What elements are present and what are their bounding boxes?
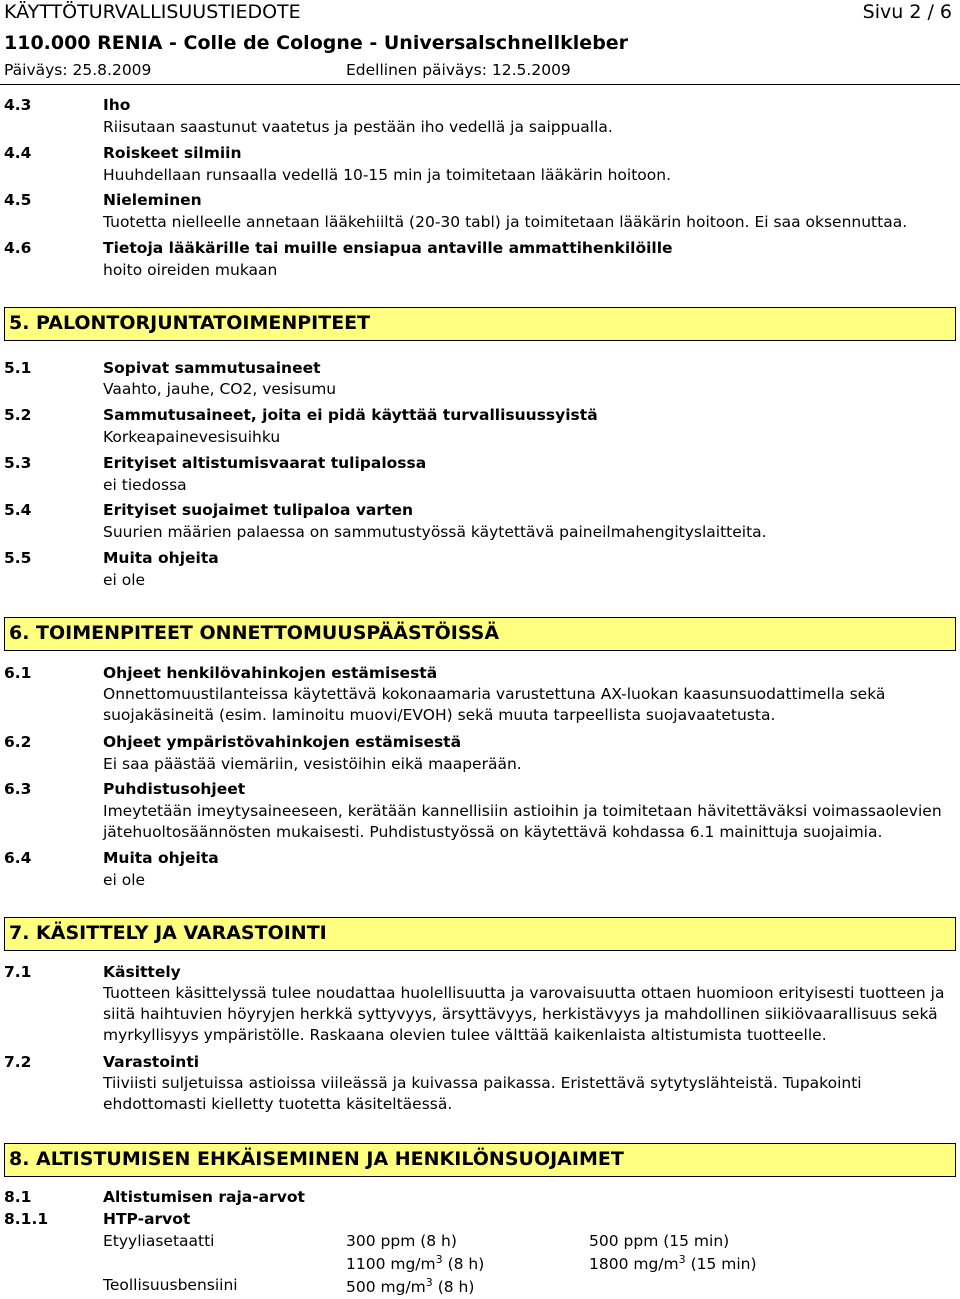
issue-date: Päiväys: 25.8.2009	[4, 61, 152, 79]
limit-value: 1800 $mg/m^3$ (15 min)	[589, 1253, 757, 1274]
substance-name: Teollisuusbensiini	[103, 1276, 238, 1294]
item-number-5-3: 5.3	[4, 454, 32, 472]
item-text-4-4: Huuhdellaan runsaalla vedellä 10-15 min ja toimitetaan lääkärin hoitoon.	[103, 166, 672, 184]
item-title-5-1: Sopivat sammutusaineet	[103, 359, 321, 377]
document-title: KÄYTTÖTURVALLISUUSTIEDOTE	[4, 1, 301, 23]
substance-name: Etyyliasetaatti	[103, 1232, 215, 1250]
item-number-8-1-1: 8.1.1	[4, 1210, 49, 1228]
item-title-8-1: Altistumisen raja-arvot	[103, 1188, 305, 1206]
item-number-4-4: 4.4	[4, 144, 32, 162]
item-text-7-2: Tiiviisti suljetuissa astioissa viileässä ja kuivassa paikassa. Eristettävä sytytyslähteistä. Tupakointi ehdottomasti kielletty tuotetta käsiteltäessä.	[103, 1074, 862, 1113]
item-text-5-2: Korkeapainevesisuihku	[103, 428, 281, 446]
section-heading-8: 8. ALTISTUMISEN EHKÄISEMINEN JA HENKILÖNSUOJAIMET	[4, 1143, 956, 1177]
header-divider	[0, 84, 960, 85]
limit-15min: 500 ppm (15 min)	[589, 1232, 730, 1250]
limit-15min	[589, 1253, 757, 1273]
page-number: Sivu 2 / 6	[862, 1, 952, 23]
item-text-4-6: hoito oireiden mukaan	[103, 261, 278, 279]
item-text-5-1: Vaahto, jauhe, CO2, vesisumu	[103, 380, 337, 398]
item-number-7-2: 7.2	[4, 1053, 32, 1071]
limit-8h	[346, 1253, 484, 1273]
item-title-8-1-1: HTP-arvot	[103, 1210, 191, 1228]
item-text-4-5: Tuotetta nielleelle annetaan lääkehiiltä (20-30 tabl) ja toimitetaan lääkärin hoitoon. Ei saa oksennuttaa.	[103, 213, 908, 231]
item-number-4-5: 4.5	[4, 191, 32, 209]
item-title-5-5: Muita ohjeita	[103, 549, 219, 567]
item-title-4-4: Roiskeet silmiin	[103, 144, 242, 162]
section-heading-7: 7. KÄSITTELY JA VARASTOINTI	[4, 917, 956, 951]
item-text-6-1: Onnettomuustilanteissa käytettävä kokonaamaria varustettuna AX-luokan kaasunsuodattimella sekä suojakäsineitä (esim. laminoitu muovi/EVOH) sekä muuta tarpeellista suojavaatetusta.	[103, 685, 886, 724]
limit-value: 500 $mg/m^3$ (8 h)	[346, 1276, 475, 1297]
section-heading-5: 5. PALONTORJUNTATOIMENPITEET	[4, 307, 956, 341]
item-text-6-2: Ei saa päästää viemäriin, vesistöihin eikä maaperään.	[103, 755, 522, 773]
item-title-5-4: Erityiset suojaimet tulipaloa varten	[103, 501, 413, 519]
limit-8h	[346, 1276, 474, 1296]
product-name: 110.000 RENIA - Colle de Cologne - Universalschnellkleber	[4, 32, 629, 54]
item-text-5-5: ei ole	[103, 571, 146, 589]
item-number-6-1: 6.1	[4, 664, 32, 682]
item-title-6-3: Puhdistusohjeet	[103, 780, 246, 798]
item-text-4-3: Riisutaan saastunut vaatetus ja pestään iho vedellä ja saippualla.	[103, 118, 613, 136]
item-title-7-1: Käsittely	[103, 963, 181, 981]
item-number-6-4: 6.4	[4, 849, 32, 867]
item-number-5-5: 5.5	[4, 549, 32, 567]
item-number-6-3: 6.3	[4, 780, 32, 798]
item-title-4-3: Iho	[103, 96, 131, 114]
item-number-8-1: 8.1	[4, 1188, 32, 1206]
limit-value: 1100 $mg/m^3$ (8 h)	[346, 1253, 485, 1274]
item-text-6-4: ei ole	[103, 871, 146, 889]
item-number-6-2: 6.2	[4, 733, 32, 751]
item-number-5-4: 5.4	[4, 501, 32, 519]
item-number-5-1: 5.1	[4, 359, 32, 377]
section-heading-6: 6. TOIMENPITEET ONNETTOMUUSPÄÄSTÖISSÄ	[4, 617, 956, 651]
item-title-6-1: Ohjeet henkilövahinkojen estämisestä	[103, 664, 438, 682]
item-number-4-6: 4.6	[4, 239, 32, 257]
item-title-4-5: Nieleminen	[103, 191, 202, 209]
limit-8h: 300 ppm (8 h)	[346, 1232, 457, 1250]
item-text-5-4: Suurien määrien palaessa on sammutustyössä käytettävä paineilmahengityslaitteita.	[103, 523, 767, 541]
item-number-5-2: 5.2	[4, 406, 32, 424]
item-text-5-3: ei tiedossa	[103, 476, 187, 494]
item-number-7-1: 7.1	[4, 963, 32, 981]
previous-date: Edellinen päiväys: 12.5.2009	[346, 61, 571, 79]
item-text-7-1: Tuotteen käsittelyssä tulee noudattaa huolellisuutta ja varovaisuutta ottaen huomioon erityisesti tuotteen ja siitä haihtuvien höyryjen herkkä syttyvyys, ärsyttävyys, herkistävyys ja mahdollinen siikiövaarallisuus sekä myrkyllisyys ympäristölle. Raskaana olevien tulee välttää kaikenlaista altistumista tuotteelle.	[103, 984, 945, 1044]
item-title-6-4: Muita ohjeita	[103, 849, 219, 867]
item-title-7-2: Varastointi	[103, 1053, 200, 1071]
item-title-5-2: Sammutusaineet, joita ei pidä käyttää turvallisuussyistä	[103, 406, 598, 424]
item-title-4-6: Tietoja lääkärille tai muille ensiapua antaville ammattihenkilöille	[103, 239, 673, 257]
item-title-5-3: Erityiset altistumisvaarat tulipalossa	[103, 454, 427, 472]
item-text-6-3: Imeytetään imeytysaineeseen, kerätään kannellisiin astioihin ja toimitetaan hävitettäväksi voimassaolevien jätehuoltosäännösten mukaisesti. Puhdistustyössä on käytettävä kohdassa 6.1 mainittuja suojaimia.	[103, 802, 942, 841]
item-title-6-2: Ohjeet ympäristövahinkojen estämisestä	[103, 733, 462, 751]
item-number-4-3: 4.3	[4, 96, 32, 114]
